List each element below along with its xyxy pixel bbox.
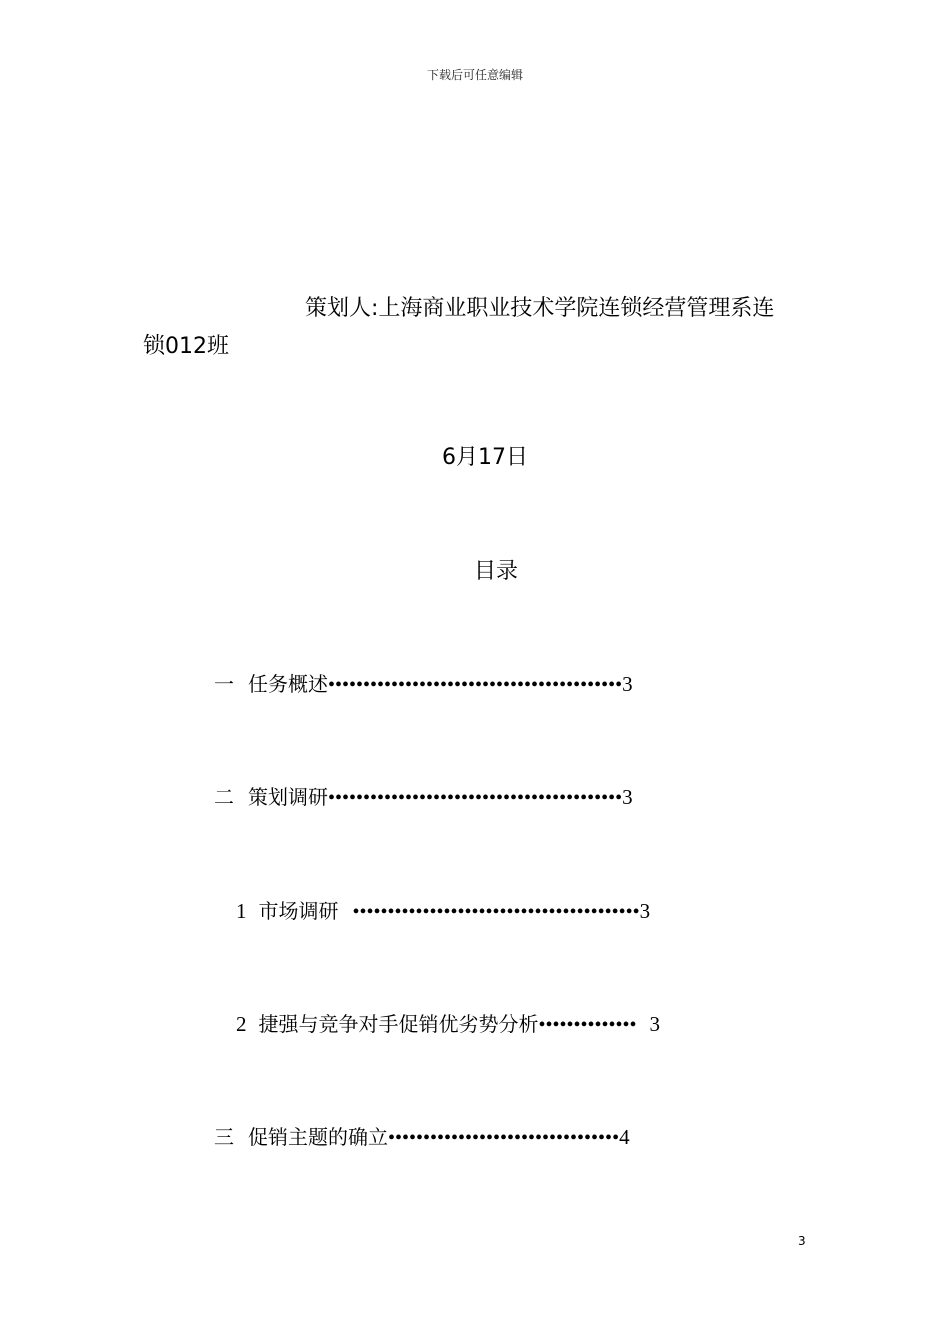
toc-leader-dots: •••••••••••••••••••••••••••••••••••••••••• bbox=[328, 674, 623, 696]
page-number: 3 bbox=[798, 1234, 806, 1248]
toc-entry-title: 任务概述 bbox=[248, 672, 328, 696]
toc-leader-dots: •••••••••••••• bbox=[538, 1014, 642, 1036]
toc-entry-number: 二 bbox=[214, 785, 234, 809]
author-line-2: 锁012班 bbox=[143, 334, 229, 359]
toc-leader-dots: ••••••••••••••••••••••••••••••••••••••••• bbox=[352, 901, 640, 923]
toc-entry[interactable] bbox=[214, 1121, 630, 1150]
page-header: 下载后可任意编辑 bbox=[426, 68, 523, 82]
toc-entry-page: 3 bbox=[639, 899, 651, 923]
toc-entry[interactable] bbox=[214, 781, 633, 810]
toc-title: 目录 bbox=[474, 559, 519, 584]
toc-entry-page: 4 bbox=[619, 1125, 630, 1149]
toc-leader-dots: •••••••••••••••••••••••••••••••••••••••••• bbox=[328, 787, 623, 809]
toc-leader-dots: ••••••••••••••••••••••••••••••••• bbox=[388, 1127, 620, 1149]
toc-entry-page: 3 bbox=[622, 672, 633, 696]
toc-entry-title: 策划调研 bbox=[248, 785, 328, 809]
toc-entry-title: 市场调研 bbox=[258, 899, 339, 923]
toc-entry-title: 促销主题的确立 bbox=[248, 1125, 388, 1149]
toc-entry-number: 1 bbox=[236, 899, 247, 923]
toc-entry-number: 2 bbox=[236, 1012, 247, 1036]
author-line-1: 策划人:上海商业职业技术学院连锁经营管理系连 bbox=[305, 296, 775, 321]
toc-entry-number: 三 bbox=[214, 1125, 234, 1149]
toc-entry-number: 一 bbox=[214, 672, 234, 696]
toc-entry[interactable] bbox=[214, 668, 633, 697]
document-date: 6月17日 bbox=[442, 445, 528, 470]
toc-entry-page: 3 bbox=[622, 785, 633, 809]
toc-entry-page: 3 bbox=[649, 1012, 661, 1036]
toc-entry[interactable] bbox=[236, 1008, 660, 1037]
toc-entry-title: 捷强与竞争对手促销优劣势分析 bbox=[258, 1012, 539, 1036]
toc-entry[interactable] bbox=[236, 895, 650, 924]
